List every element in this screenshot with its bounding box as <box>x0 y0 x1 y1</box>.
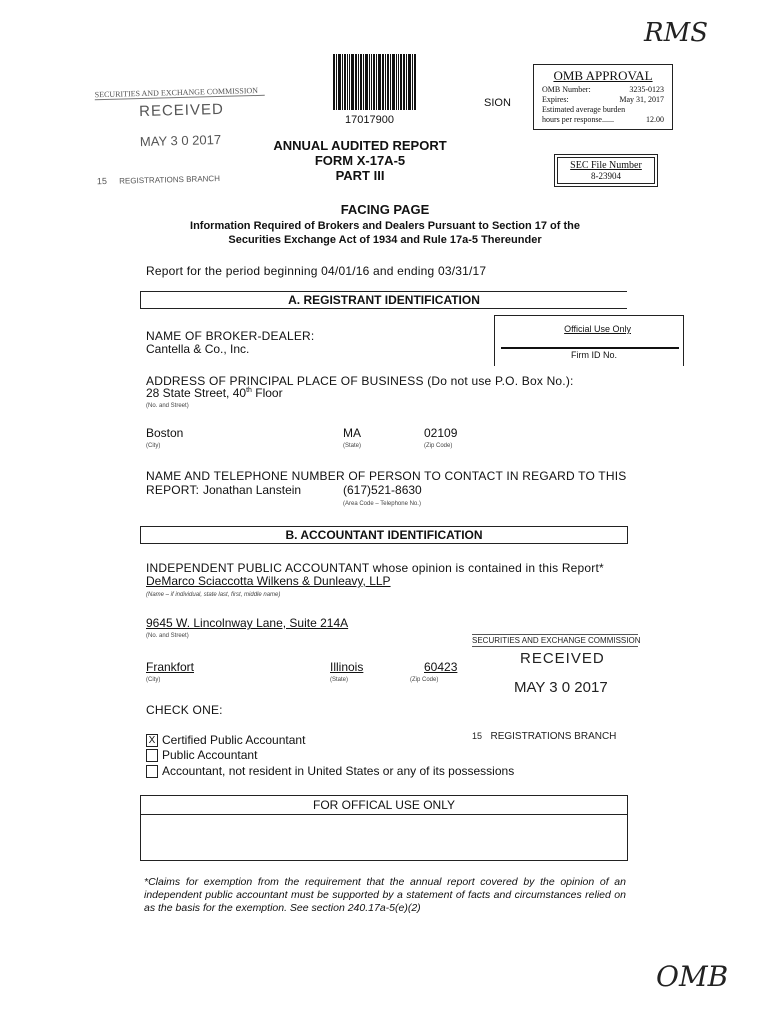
barcode <box>333 54 417 110</box>
principal-city: Boston <box>146 426 184 440</box>
facing-line-1: Information Required of Brokers and Dealers Pursuant to Section 17 of the <box>190 220 580 232</box>
omb-row-value: 3235-0123 <box>629 85 664 94</box>
accountant-street: 9645 W. Lincolnway Lane, Suite 214A <box>146 616 349 630</box>
stamp-agency: SECURITIES AND EXCHANGE COMMISSION <box>472 636 641 645</box>
contact-name: Jonathan Lanstein <box>203 483 302 497</box>
header-fragment: SION <box>484 97 511 109</box>
omb-approval-box <box>533 64 673 130</box>
handwritten-initials-bottom: OMB <box>656 960 729 993</box>
accountant-zip-caption: (Zip Code) <box>410 677 439 683</box>
stamp-received: RECEIVED <box>138 100 225 121</box>
checkbox-certified[interactable]: X <box>146 734 158 747</box>
principal-street <box>146 386 283 400</box>
section-a-title: A. REGISTRANT IDENTIFICATION <box>288 293 480 307</box>
phone-caption: (Area Code – Telephone No.) <box>343 501 421 507</box>
stamp-branch: REGISTRATIONS BRANCH <box>119 173 221 186</box>
street-text: 28 State Street, 40 <box>146 386 247 400</box>
accountant-city: Frankfort <box>146 660 195 674</box>
stamp-date: MAY 3 0 2017 <box>139 131 222 150</box>
state-caption: (State) <box>343 443 362 449</box>
stamp-branch: REGISTRATIONS BRANCH <box>490 731 617 742</box>
sec-file-number: 8-23904 <box>591 171 621 181</box>
broker-dealer-name: Cantella & Co., Inc. <box>146 342 250 356</box>
report-period: Report for the period beginning 04/01/16 and ending 03/31/17 <box>146 264 487 278</box>
address-label: ADDRESS OF PRINCIPAL PLACE OF BUSINESS (Do not use P.O. Box No.): <box>146 374 574 388</box>
report-title-line3: PART III <box>335 168 385 183</box>
street-caption: (No. and Street) <box>146 403 189 409</box>
barcode-number: 17017900 <box>345 114 394 126</box>
contact-phone: (617)521-8630 <box>343 483 422 497</box>
section-b-header <box>140 526 628 544</box>
accountant-name-caption: (Name – if individual, state last, first, middle name) <box>146 592 281 598</box>
option-label: Certified Public Accountant <box>162 733 306 747</box>
report-title-line2: FORM X-17A-5 <box>314 153 406 168</box>
accountant-street-caption: (No. and Street) <box>146 633 189 639</box>
stamp-number: 15 <box>96 175 108 187</box>
zip-caption: (Zip Code) <box>424 443 453 449</box>
section-b-title: B. ACCOUNTANT IDENTIFICATION <box>285 528 483 542</box>
official-use-label: Official Use Only <box>564 324 631 334</box>
official-use-box <box>494 315 684 366</box>
street-suffix: th <box>246 387 252 394</box>
checkbox-public[interactable] <box>146 749 158 762</box>
section-a-header <box>140 291 627 309</box>
exemption-footnote: *Claims for exemption from the requirement that the annual report covered by the opinion of an independent public accountant must be supported by a statement of facts and circumstances relied on as the basis for the exemption. See section 240.17a-5(e)(2) <box>144 876 626 914</box>
principal-state: MA <box>343 426 361 440</box>
firm-id-label: Firm ID No. <box>571 350 617 360</box>
city-caption: (City) <box>146 443 161 449</box>
accountant-name: DeMarco Sciaccotta Wilkens & Dunleavy, LLP <box>146 574 391 588</box>
facing-line-2: Securities Exchange Act of 1934 and Rule 17a-5 Thereunder <box>228 234 542 246</box>
accountant-type-option <box>146 764 514 778</box>
principal-zip: 02109 <box>424 426 458 440</box>
report-title <box>240 138 480 183</box>
accountant-state-caption: (State) <box>330 677 349 683</box>
accountant-zip: 60423 <box>424 660 458 674</box>
omb-row-value: May 31, 2017 <box>619 95 664 104</box>
accountant-city-caption: (City) <box>146 677 161 683</box>
report-title-line1: ANNUAL AUDITED REPORT <box>273 138 447 153</box>
contact-report-label: REPORT: <box>146 483 200 497</box>
street-text-end: Floor <box>251 386 283 400</box>
accountant-type-option <box>146 733 305 747</box>
omb-row-label: Estimated average burden <box>542 105 626 114</box>
broker-dealer-label: NAME OF BROKER-DEALER: <box>146 329 315 343</box>
omb-row-label: Expires: <box>542 95 569 104</box>
accountant-label: INDEPENDENT PUBLIC ACCOUNTANT whose opinion is contained in this Report* <box>146 561 604 575</box>
official-use-section <box>140 795 628 861</box>
accountant-state: Illinois <box>330 660 364 674</box>
facing-page-subtitle <box>0 219 770 247</box>
option-label: Public Accountant <box>162 748 258 762</box>
option-label: Accountant, not resident in United States or any of its possessions <box>162 764 515 778</box>
official-use-title: FOR OFFICAL USE ONLY <box>312 798 456 812</box>
omb-title: OMB APPROVAL <box>553 68 653 83</box>
stamp-date: MAY 3 0 2017 <box>514 679 608 696</box>
check-one-label: CHECK ONE: <box>146 703 223 717</box>
handwritten-initials-top: RMS <box>644 18 709 48</box>
stamp-agency: SECURITIES AND EXCHANGE COMMISSION <box>95 86 265 100</box>
sec-file-label: SEC File Number <box>570 160 642 171</box>
omb-row-label: OMB Number: <box>542 85 591 94</box>
received-stamp-right <box>472 634 641 750</box>
accountant-type-option <box>146 748 257 762</box>
omb-row-label: hours per response...... <box>542 115 614 124</box>
contact-label: NAME AND TELEPHONE NUMBER OF PERSON TO CONTACT IN REGARD TO THIS <box>146 469 627 483</box>
sec-file-number-box <box>557 157 655 184</box>
facing-page-title: FACING PAGE <box>340 202 430 217</box>
stamp-number: 15 <box>472 731 483 741</box>
omb-row-value: 12.00 <box>646 115 664 124</box>
checkbox-nonresident[interactable] <box>146 765 158 778</box>
stamp-received: RECEIVED <box>520 650 605 667</box>
